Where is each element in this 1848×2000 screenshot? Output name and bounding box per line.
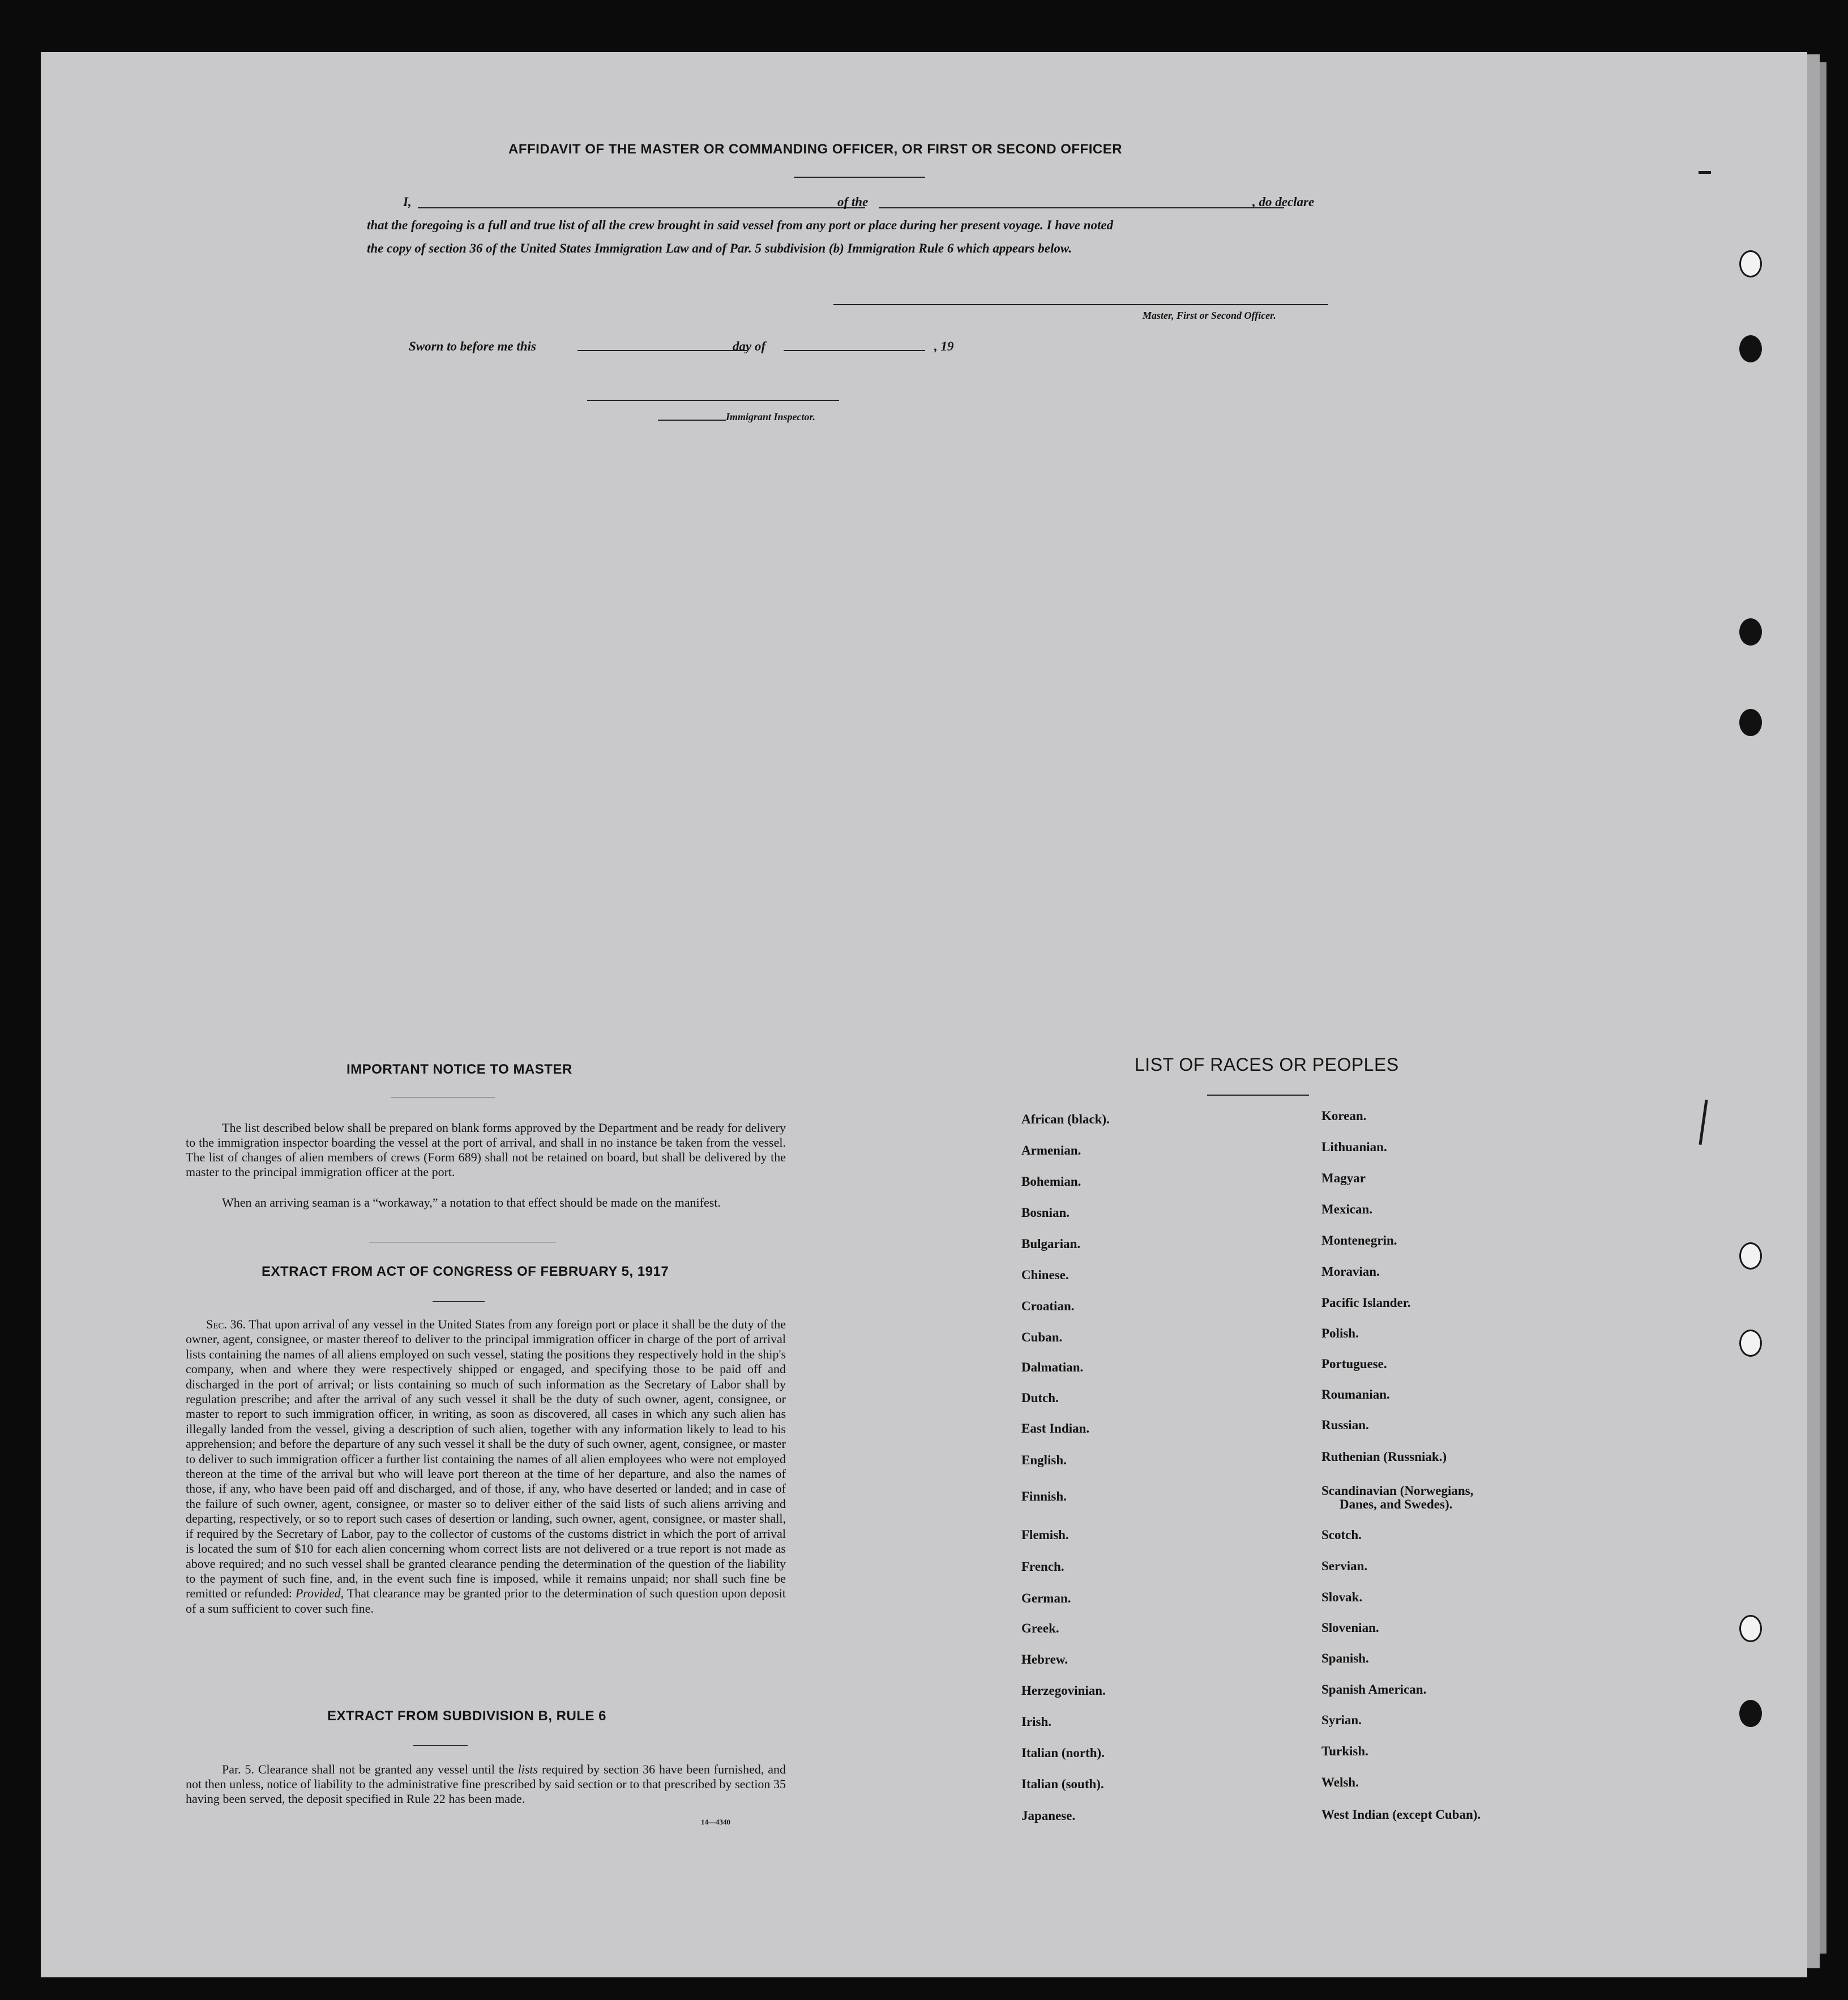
race-item: Herzegovinian. xyxy=(1021,1683,1106,1698)
affidavit-i: I, xyxy=(403,195,412,209)
stray-mark xyxy=(1699,171,1711,174)
race-item: Scotch. xyxy=(1321,1528,1362,1542)
race-item: Portuguese. xyxy=(1321,1357,1387,1371)
race-item: Russian. xyxy=(1321,1418,1369,1432)
race-item: Syrian. xyxy=(1321,1713,1362,1727)
race-item: Japanese. xyxy=(1021,1809,1076,1823)
day-of-label: day of xyxy=(733,339,766,353)
race-item: Hebrew. xyxy=(1021,1652,1068,1666)
race-item: Polish. xyxy=(1321,1326,1359,1340)
sworn-day-blank[interactable] xyxy=(578,350,747,351)
punch-hole xyxy=(1739,1242,1762,1270)
race-item: Croatian. xyxy=(1021,1299,1075,1313)
race-item: Pacific Islander. xyxy=(1321,1296,1411,1310)
act-extract-underline xyxy=(433,1301,485,1302)
race-item: African (black). xyxy=(1021,1112,1110,1126)
punch-hole xyxy=(1739,250,1762,277)
punch-hole xyxy=(1739,335,1762,362)
race-item: Greek. xyxy=(1021,1621,1059,1635)
race-item: Scandinavian (Norwegians, xyxy=(1321,1484,1474,1498)
rule-text-start: Par. 5. Clearance shall not be granted any vessel until the xyxy=(222,1762,514,1776)
notice-paragraph-1 xyxy=(186,1121,786,1180)
race-item: Bosnian. xyxy=(1021,1206,1070,1220)
race-item: Danes, and Swedes). xyxy=(1340,1497,1453,1511)
rule-extract-underline xyxy=(413,1745,468,1746)
race-item: Dutch. xyxy=(1021,1391,1059,1405)
lists-word: lists xyxy=(517,1762,538,1776)
master-signature-line[interactable] xyxy=(833,304,1328,305)
race-item: Italian (north). xyxy=(1021,1746,1105,1760)
section-36-text: That upon arrival of any vessel in the United States from any foreign port or place it shall be the duty of the owner, agent, consignee, or master thereof to deliver to the principal immigration officer in charge of the port of arrival lists containing the names of all aliens employed on such vessel, stating the positions they respectively hold in the ship's company, when and where they were respectively shipped or engaged, and specifying those to be paid off and discharged in the port of arrival; or lists containing so much of such information as the Secretary of Labor shall by regulation prescribe; and after the arrival of any such vessel it shall be the duty of such owner, agent, consignee, or master to report to such immigration officer, in writing, as soon as discovered, all cases in which any such alien has illegally landed from the vessel, giving a description of such alien, together with any information likely to lead to his apprehension; and before the departure of any such vessel it shall be the duty of such owner, agent, consignee, or master to deliver to such immigration officer a further list containing the names of all alien employees who were not employed thereon at the time of the arrival but who will leave port thereon at the time of her departure, and also the names of those, if any, who have been paid off and discharged, and of those, if any, who have deserted or landed; and in case of the failure of such owner, agent, consignee, or master so to deliver either of the said lists of such aliens arriving and departing, respectively, or so to report such cases of desertion or landing, such owner, agent, consignee, or master shall, if required by the Secretary of Labor, pay to the collector of customs of the customs district in which the port of arrival is located the sum of $10 for each alien concerning whom correct lists are not delivered or a true report is not made as above required; and no such vessel shall be granted clearance pending the determination of the question of the liability to the payment of such fine, and, in the event such fine is imposed, while it remains unpaid; nor shall such fine be remitted or refunded: xyxy=(186,1317,786,1601)
race-item: Cuban. xyxy=(1021,1330,1063,1344)
race-item: Italian (south). xyxy=(1021,1777,1104,1791)
rule-extract-title: EXTRACT FROM SUBDIVISION B, RULE 6 xyxy=(327,1708,607,1724)
act-extract-title: EXTRACT FROM ACT OF CONGRESS OF FEBRUARY 5, 1917 xyxy=(262,1264,669,1279)
race-item: Bohemian. xyxy=(1021,1174,1081,1189)
race-item: Lithuanian. xyxy=(1321,1140,1387,1154)
race-item: East Indian. xyxy=(1021,1421,1090,1435)
race-item: German. xyxy=(1021,1591,1071,1605)
races-title-underline xyxy=(1207,1095,1309,1096)
section-36-text-end: That clearance may be granted prior to the determination of such question upon deposit of a sum sufficient to cover such fine. xyxy=(186,1586,786,1616)
race-item: Chinese. xyxy=(1021,1268,1069,1282)
page-edge xyxy=(1807,54,1820,1968)
race-item: Spanish American. xyxy=(1321,1682,1427,1696)
race-item: Slovenian. xyxy=(1321,1621,1379,1635)
race-item: Slovak. xyxy=(1321,1590,1363,1604)
punch-hole xyxy=(1739,1330,1762,1357)
provided-word: Provided, xyxy=(295,1586,344,1601)
punch-hole xyxy=(1739,618,1762,646)
races-title: LIST OF RACES OR PEOPLES xyxy=(1135,1054,1399,1075)
race-item: Bulgarian. xyxy=(1021,1237,1081,1251)
punch-hole xyxy=(1739,709,1762,736)
sworn-month-blank[interactable] xyxy=(784,350,925,351)
section-36-label: Sec. 36. xyxy=(206,1317,246,1331)
race-item: Ruthenian (Russniak.) xyxy=(1321,1450,1447,1464)
inspector-short-line xyxy=(658,420,726,421)
race-item: West Indian (except Cuban). xyxy=(1321,1807,1481,1822)
sworn-label: Sworn to before me this xyxy=(409,339,536,353)
stray-mark xyxy=(1699,1100,1708,1145)
punch-hole xyxy=(1739,1615,1762,1642)
affidavit-line-2: that the foregoing is a full and true list of all the crew brought in said vessel from any port or place during her present voyage. I have noted xyxy=(367,218,1114,232)
race-item: Welsh. xyxy=(1321,1775,1359,1789)
race-item: Mexican. xyxy=(1321,1202,1373,1216)
notice-paragraph-2 xyxy=(186,1195,786,1210)
affidavit-line-3: the copy of section 36 of the United States Immigration Law and of Par. 5 subdivision (b) Immigration Rule 6 which appears below. xyxy=(367,241,1072,255)
notice-paragraph-2-text: When an arriving seaman is a “workaway,” a notation to that effect should be made on the manifest. xyxy=(222,1195,721,1210)
act-extract-text xyxy=(186,1317,786,1616)
affidavit-of-the: of the xyxy=(837,195,869,209)
rule-text-end: required by section 36 have been furnished, and not then unless, notice of liability to the administrative fine prescribed by said section or to that prescribed by section 35 having been served, the deposit specified in Rule 22 has been made. xyxy=(186,1762,786,1806)
race-item: Moravian. xyxy=(1321,1264,1380,1279)
notice-title: IMPORTANT NOTICE TO MASTER xyxy=(346,1062,572,1077)
document-page xyxy=(41,52,1807,1977)
year-prefix: , 19 xyxy=(934,339,954,353)
race-item: Irish. xyxy=(1021,1715,1052,1729)
race-item: Magyar xyxy=(1321,1171,1366,1185)
race-item: Turkish. xyxy=(1321,1744,1368,1758)
inspector-label: Immigrant Inspector. xyxy=(726,411,816,422)
notice-paragraph-1-text: The list described below shall be prepared on blank forms approved by the Department and be ready for delivery to the immigration inspector boarding the vessel at the port of arrival, and shall in no instance be taken from the vessel. The list of changes of alien members of crews (Form 689) shall not be retained on board, but shall be delivered by the master to the principal immigration officer at the port. xyxy=(186,1121,786,1179)
affidavit-do-declare: , do declare xyxy=(1252,195,1315,209)
race-item: Servian. xyxy=(1321,1559,1368,1573)
name-blank[interactable] xyxy=(418,207,865,208)
punch-hole xyxy=(1739,1700,1762,1727)
rule-extract-text xyxy=(186,1762,786,1806)
form-number: 14—4340 xyxy=(701,1818,730,1826)
race-item: Roumanian. xyxy=(1321,1387,1390,1401)
race-item: Montenegrin. xyxy=(1321,1233,1397,1247)
race-item: Spanish. xyxy=(1321,1651,1369,1665)
vessel-blank[interactable] xyxy=(879,207,1284,208)
page-edge-shadow xyxy=(1820,62,1826,1954)
race-item: Flemish. xyxy=(1021,1528,1069,1542)
race-item: Dalmatian. xyxy=(1021,1360,1084,1374)
inspector-signature-line[interactable] xyxy=(587,400,839,401)
master-label: Master, First or Second Officer. xyxy=(1143,310,1276,321)
race-item: Korean. xyxy=(1321,1109,1367,1123)
race-item: Finnish. xyxy=(1021,1489,1067,1503)
affidavit-title: AFFIDAVIT OF THE MASTER OR COMMANDING OFFICER, OR FIRST OR SECOND OFFICER xyxy=(508,142,1123,157)
race-item: Armenian. xyxy=(1021,1143,1081,1157)
race-item: French. xyxy=(1021,1559,1064,1574)
race-item: English. xyxy=(1021,1453,1067,1467)
affidavit-title-underline xyxy=(794,177,925,178)
